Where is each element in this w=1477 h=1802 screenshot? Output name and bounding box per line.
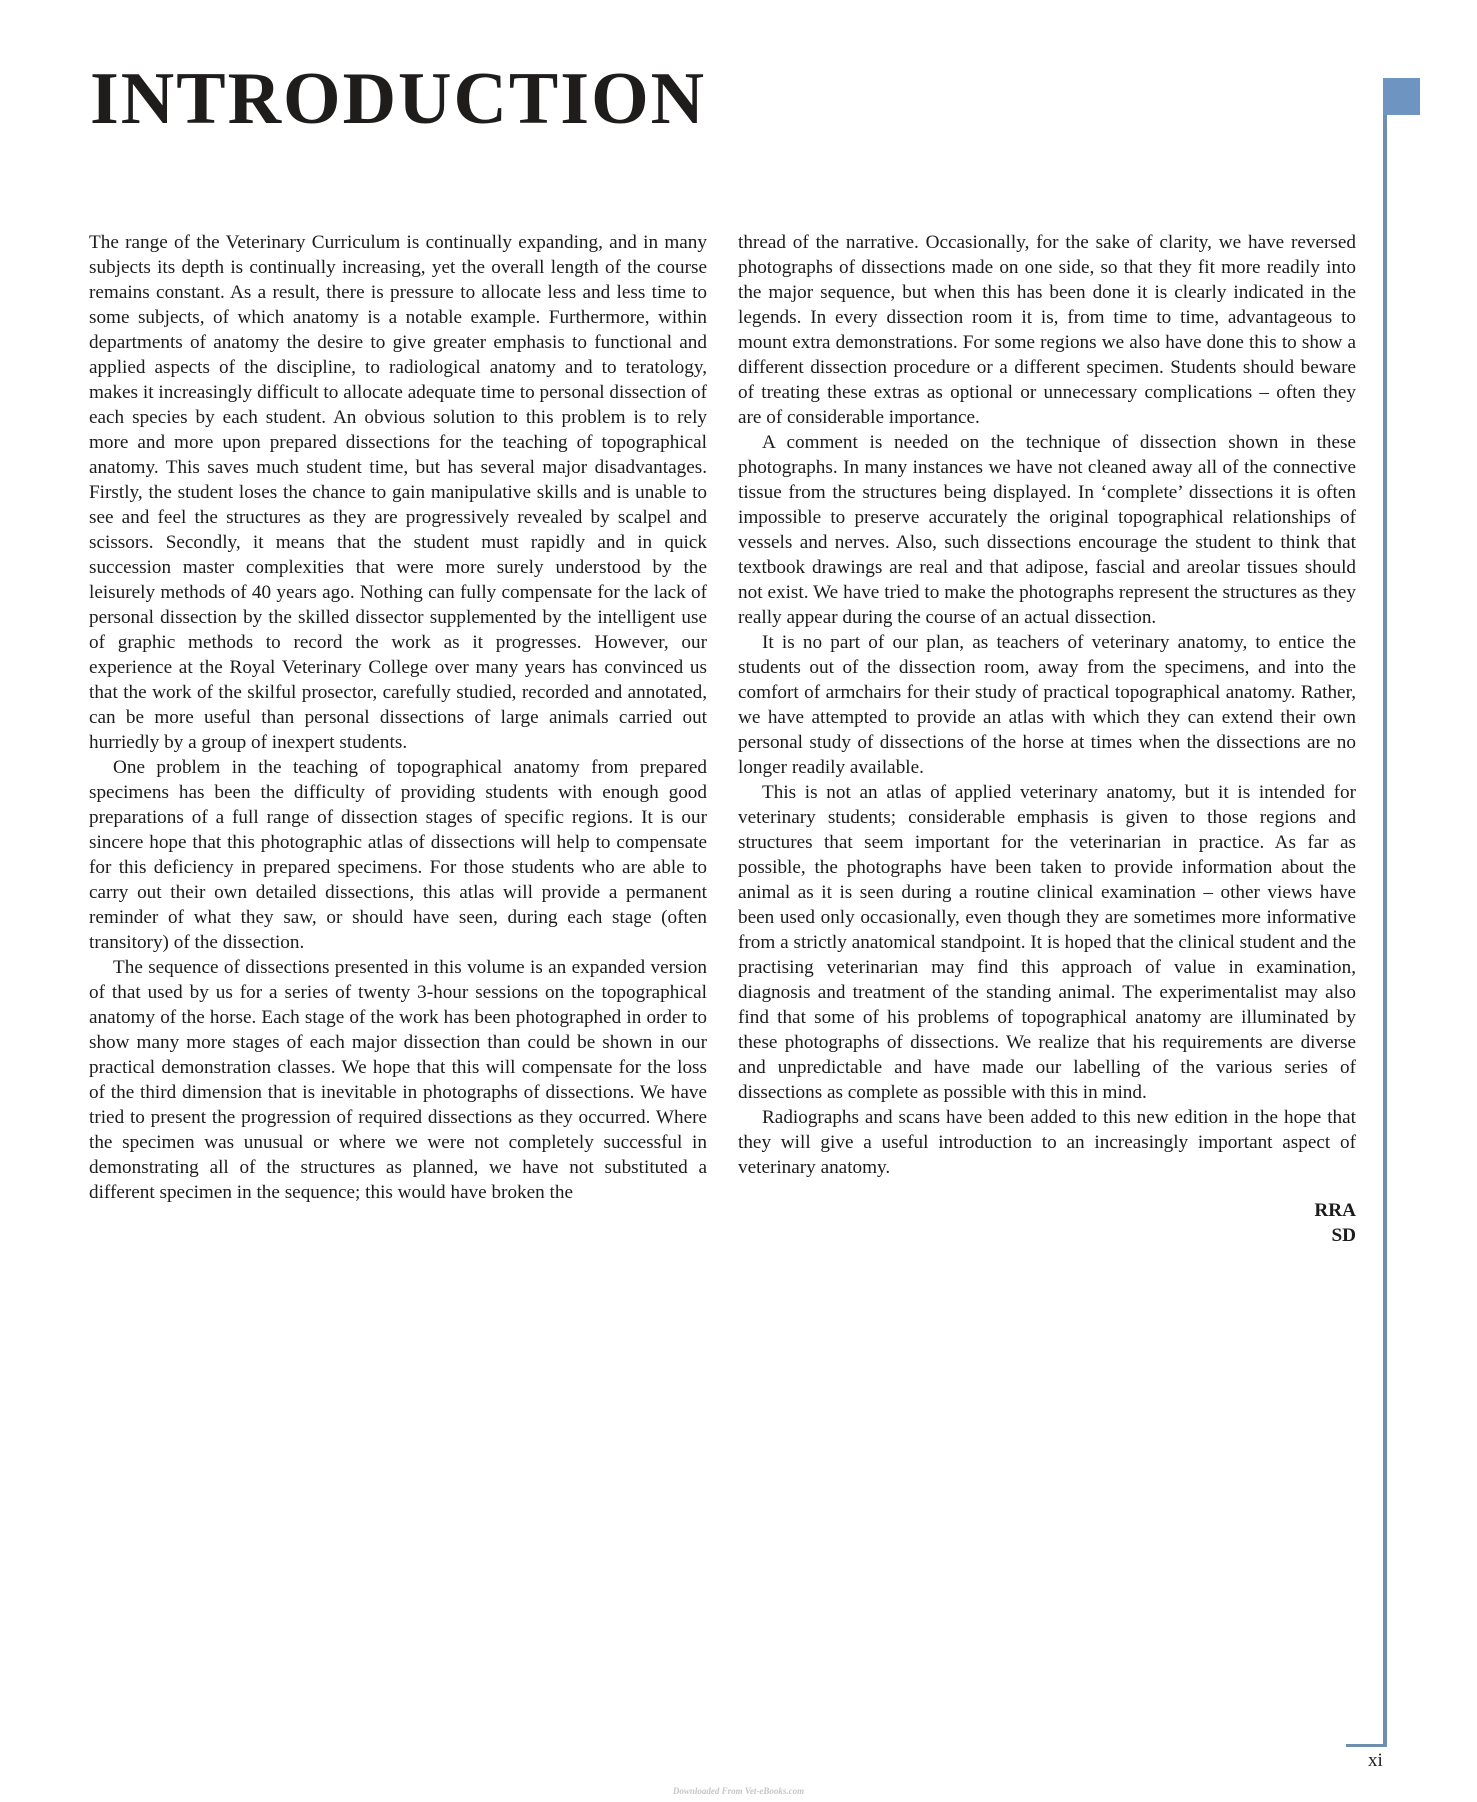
paragraph: A comment is needed on the technique of dissection shown in these photographs. In many instances we have not cleaned away all of the connective tissue from the structures being displayed. In ‘complete’ dissections it is often impossible to preserve accurately the original topographical relationships of vessels and nerves. Also, such dissections encourage the student to think that textbook drawings are real and that adipose, fascial and areolar tissues should not exist. We have tried to make the photographs represent the structures as they really appear during the course of an actual dissection.: [738, 432, 1356, 628]
paragraph: Radiographs and scans have been added to this new edition in the hope that they will give a useful introduction to an increasingly important aspect of veterinary anatomy.: [738, 1107, 1356, 1178]
left-text-column: [89, 230, 707, 1205]
author-initials: SD: [1331, 1225, 1356, 1246]
author-signatures: [738, 1198, 1356, 1248]
margin-rule-vertical: [1383, 115, 1387, 1747]
paragraph: The sequence of dissections presented in this volume is an expanded version of that used by us for a series of twenty 3-hour sessions on the topographical anatomy of the horse. Each stage of the work has been photographed in order to show many more stages of each major dissection than could be shown in our practical demonstration classes. We hope that this will compensate for the loss of the third dimension that is inevitable in photographs of dissections. We have tried to present the progression of required dissections as they occurred. Where the specimen was unusual or where we were not completely successful in demonstrating all of the structures as planned, we have not substituted a different specimen in the sequence; this would have broken the: [89, 957, 707, 1203]
download-watermark: Downloaded From Vet-eBooks.com: [672, 1786, 805, 1796]
page-number: xi: [1368, 1750, 1383, 1771]
margin-rule-horizontal: [1346, 1744, 1387, 1747]
author-initials: RRA: [1314, 1200, 1356, 1221]
paragraph: thread of the narrative. Occasionally, for the sake of clarity, we have reversed photographs of dissections made on one side, so that they fit more readily into the major sequence, but when this has been done it is clearly indicated in the legends. In every dissection room it is, from time to time, advantageous to mount extra demonstrations. For some regions we also have done this to show a different dissection procedure or a different specimen. Students should beware of treating these extras as optional or unnecessary complications – often they are of considerable importance.: [738, 232, 1356, 428]
paragraph: It is no part of our plan, as teachers of veterinary anatomy, to entice the students out of the dissection room, away from the specimens, and into the comfort of armchairs for their study of practical topographical anatomy. Rather, we have attempted to provide an atlas with which they can extend their own personal study of dissections of the horse at times when the dissections are no longer readily available.: [738, 632, 1356, 778]
paragraph: One problem in the teaching of topographical anatomy from prepared specimens has been the difficulty of providing students with enough good preparations of a full range of dissection stages of specific regions. It is our sincere hope that this photographic atlas of dissections will help to compensate for this deficiency in prepared specimens. For those students who are able to carry out their own detailed dissections, this atlas will provide a permanent reminder of what they saw, or should have seen, during each stage (often transitory) of the dissection.: [89, 757, 707, 953]
right-text-column: [738, 230, 1356, 1248]
chapter-accent-block: [1383, 78, 1420, 115]
page-title: INTRODUCTION: [90, 58, 707, 140]
paragraph: This is not an atlas of applied veterinary anatomy, but it is intended for veterinary students; considerable emphasis is given to those regions and structures that seem important for the veterinarian in practice. As far as possible, the photographs have been taken to provide information about the animal as it is seen during a routine clinical examination – other views have been used only occasionally, even though they are sometimes more informative from a strictly anatomical standpoint. It is hoped that the clinical student and the practising veterinarian may find this approach of value in examination, diagnosis and treatment of the standing animal. The experimentalist may also find that some of his problems of topographical anatomy are illuminated by these photographs of dissections. We realize that his requirements are diverse and unpredictable and have made our labelling of the various series of dissections as complete as possible with this in mind.: [738, 782, 1356, 1103]
paragraph: The range of the Veterinary Curriculum is continually expanding, and in many subjects its depth is continually increasing, yet the overall length of the course remains constant. As a result, there is pressure to allocate less and less time to some subjects, of which anatomy is a notable example. Furthermore, within departments of anatomy the desire to give greater emphasis to functional and applied aspects of the discipline, to radiological anatomy and to teratology, makes it increasingly difficult to allocate adequate time to personal dissection of each species by each student. An obvious solution to this problem is to rely more and more upon prepared dissections for the teaching of topographical anatomy. This saves much student time, but has several major disadvantages. Firstly, the student loses the chance to gain manipulative skills and is unable to see and feel the structures as they are progressively revealed by scalpel and scissors. Secondly, it means that the student must rapidly and in quick succession master complexities that were more surely understood by the leisurely methods of 40 years ago. Nothing can fully compensate for the lack of personal dissection by the skilled dissector supplemented by the intelligent use of graphic methods to record the work as it progresses. However, our experience at the Royal Veterinary College over many years has convinced us that the work of the skilful prosector, carefully studied, recorded and annotated, can be more useful than personal dissections of large animals carried out hurriedly by a group of inexpert students.: [89, 232, 707, 753]
